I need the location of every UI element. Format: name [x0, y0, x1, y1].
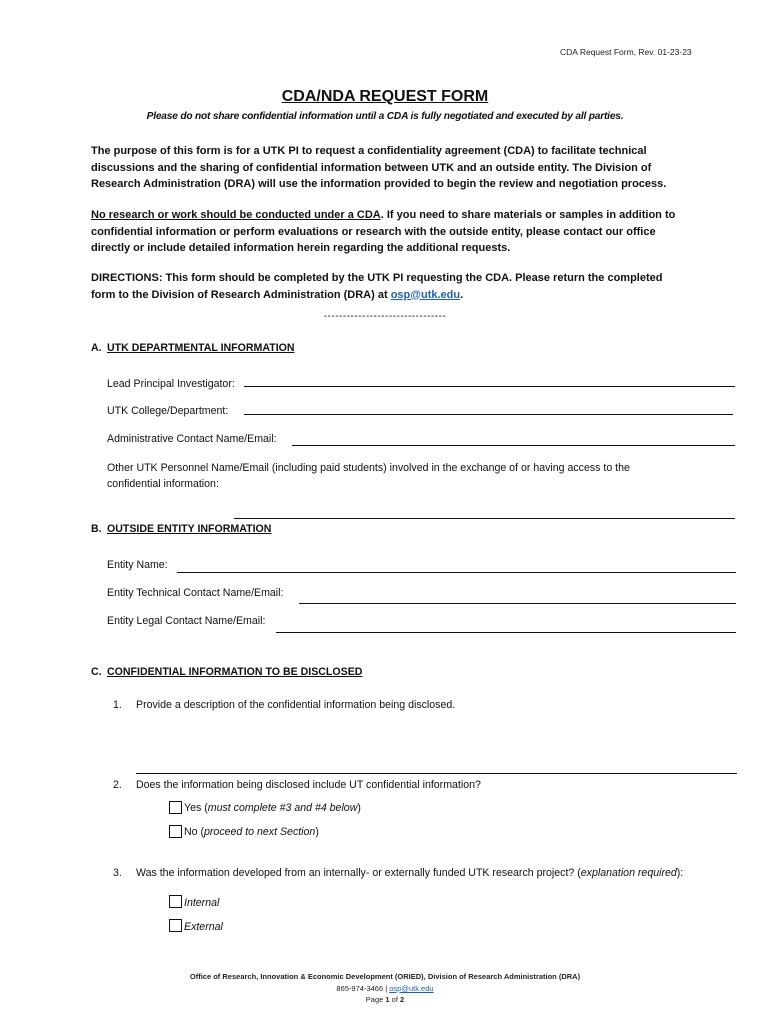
lead-pi-label: Lead Principal Investigator: — [107, 378, 235, 390]
yes-label: Yes ( — [184, 802, 208, 814]
admin-contact-label: Administrative Contact Name/Email: — [107, 433, 277, 445]
section-b-heading — [91, 523, 271, 535]
entity-name-field[interactable] — [177, 572, 736, 573]
footer-phone: 865-974-3466 — [336, 984, 384, 993]
question-1-number: 1. — [113, 699, 122, 711]
question-1-answer-field[interactable] — [136, 773, 737, 774]
form-revision: CDA Request Form, Rev. 01-23-23 — [560, 47, 692, 57]
external-label: External — [184, 921, 223, 933]
question-1-text: Provide a description of the confidential information being disclosed. — [136, 699, 456, 711]
section-c-title: CONFIDENTIAL INFORMATION TO BE DISCLOSED — [107, 666, 363, 678]
footer-contact — [0, 984, 770, 993]
technical-contact-field[interactable] — [299, 603, 736, 604]
directions-end: . — [460, 288, 464, 301]
college-label: UTK College/Department: — [107, 405, 229, 417]
warning-underlined: No research or work should be conducted under a CDA — [91, 209, 381, 221]
yes-option — [184, 802, 361, 814]
footer-email-link[interactable]: osp@utk.edu — [389, 984, 434, 993]
page-prefix: Page — [365, 995, 386, 1004]
question-1 — [113, 697, 455, 713]
question-3-number: 3. — [113, 867, 122, 879]
page-total: 2 — [400, 995, 405, 1004]
page-number — [0, 995, 770, 1004]
question-2-text: Does the information being disclosed include UT confidential information? — [136, 779, 481, 791]
entity-name-label: Entity Name: — [107, 559, 168, 571]
page-title: CDA/NDA REQUEST FORM — [281, 88, 489, 105]
yes-note: must complete #3 and #4 below — [207, 802, 358, 814]
college-field[interactable] — [244, 414, 733, 415]
question-2-number: 2. — [113, 779, 122, 791]
divider: -------------------------------- — [323, 311, 447, 322]
warning-rest: . If you need to share materials or samples in addition to confidential information or perform evaluations or research with the outside entity, please contact our office directly or include detailed information herein regarding the additional requests. — [91, 209, 676, 254]
purpose-paragraph: The purpose of this form is for a UTK PI to request a confidentiality agreement (CDA) to facilitate technical discussions and the sharing of confidential information between UTK and an outside entity. The Division of Research Administration (DRA) will use the information provided to begin the review and negotiation process. — [91, 145, 667, 190]
legal-contact-label: Entity Legal Contact Name/Email: — [107, 615, 266, 627]
external-checkbox[interactable] — [169, 919, 182, 932]
warning-paragraph — [91, 207, 681, 257]
other-personnel-field[interactable] — [234, 518, 735, 519]
internal-option — [184, 897, 219, 909]
internal-checkbox[interactable] — [169, 895, 182, 908]
section-a-heading — [91, 342, 295, 354]
page-subtitle: Please do not share confidential information until a CDA is fully negotiated and executed by all parties. — [146, 111, 624, 122]
legal-contact-field[interactable] — [276, 632, 736, 633]
yes-checkbox[interactable] — [169, 801, 182, 814]
directions-text: DIRECTIONS: This form should be completed by the UTK PI requesting the CDA. Please return the completed form to the Division of Research Administration (DRA) at — [91, 272, 663, 301]
section-c-letter: C. — [91, 666, 102, 678]
directions-paragraph — [91, 270, 681, 303]
section-a-letter: A. — [91, 342, 102, 354]
external-option — [184, 921, 223, 933]
internal-label: Internal — [184, 897, 220, 909]
footer-office: Office of Research, Innovation & Economic Development (ORIED), Division of Research Administration (DRA) — [189, 972, 581, 981]
other-personnel-label: Other UTK Personnel Name/Email (including paid students) involved in the exchange of or having access to the confidential information: — [107, 462, 630, 490]
section-b-title: OUTSIDE ENTITY INFORMATION — [107, 523, 272, 535]
page-current: 1 — [385, 995, 390, 1004]
no-checkbox[interactable] — [169, 825, 182, 838]
no-close: ) — [315, 826, 319, 838]
no-label: No ( — [184, 826, 205, 838]
lead-pi-field[interactable] — [244, 386, 735, 387]
question-3-close: ): — [676, 867, 684, 879]
no-note: proceed to next Section — [204, 826, 316, 838]
technical-contact-label: Entity Technical Contact Name/Email: — [107, 587, 284, 599]
no-option — [184, 826, 319, 838]
osp-email-link[interactable]: osp@utk.edu — [390, 288, 461, 301]
question-3-note: explanation required — [580, 867, 677, 879]
question-2 — [113, 777, 481, 793]
footer-separator: | — [383, 984, 390, 993]
page-of: of — [389, 995, 401, 1004]
section-c-heading — [91, 666, 362, 678]
section-a-title: UTK DEPARTMENTAL INFORMATION — [107, 342, 295, 354]
admin-contact-field[interactable] — [292, 445, 735, 446]
section-b-letter: B. — [91, 523, 102, 535]
question-3-text: Was the information developed from an internally- or externally funded UTK research project? ( — [136, 867, 581, 879]
question-3 — [113, 865, 713, 881]
yes-close: ) — [357, 802, 361, 814]
